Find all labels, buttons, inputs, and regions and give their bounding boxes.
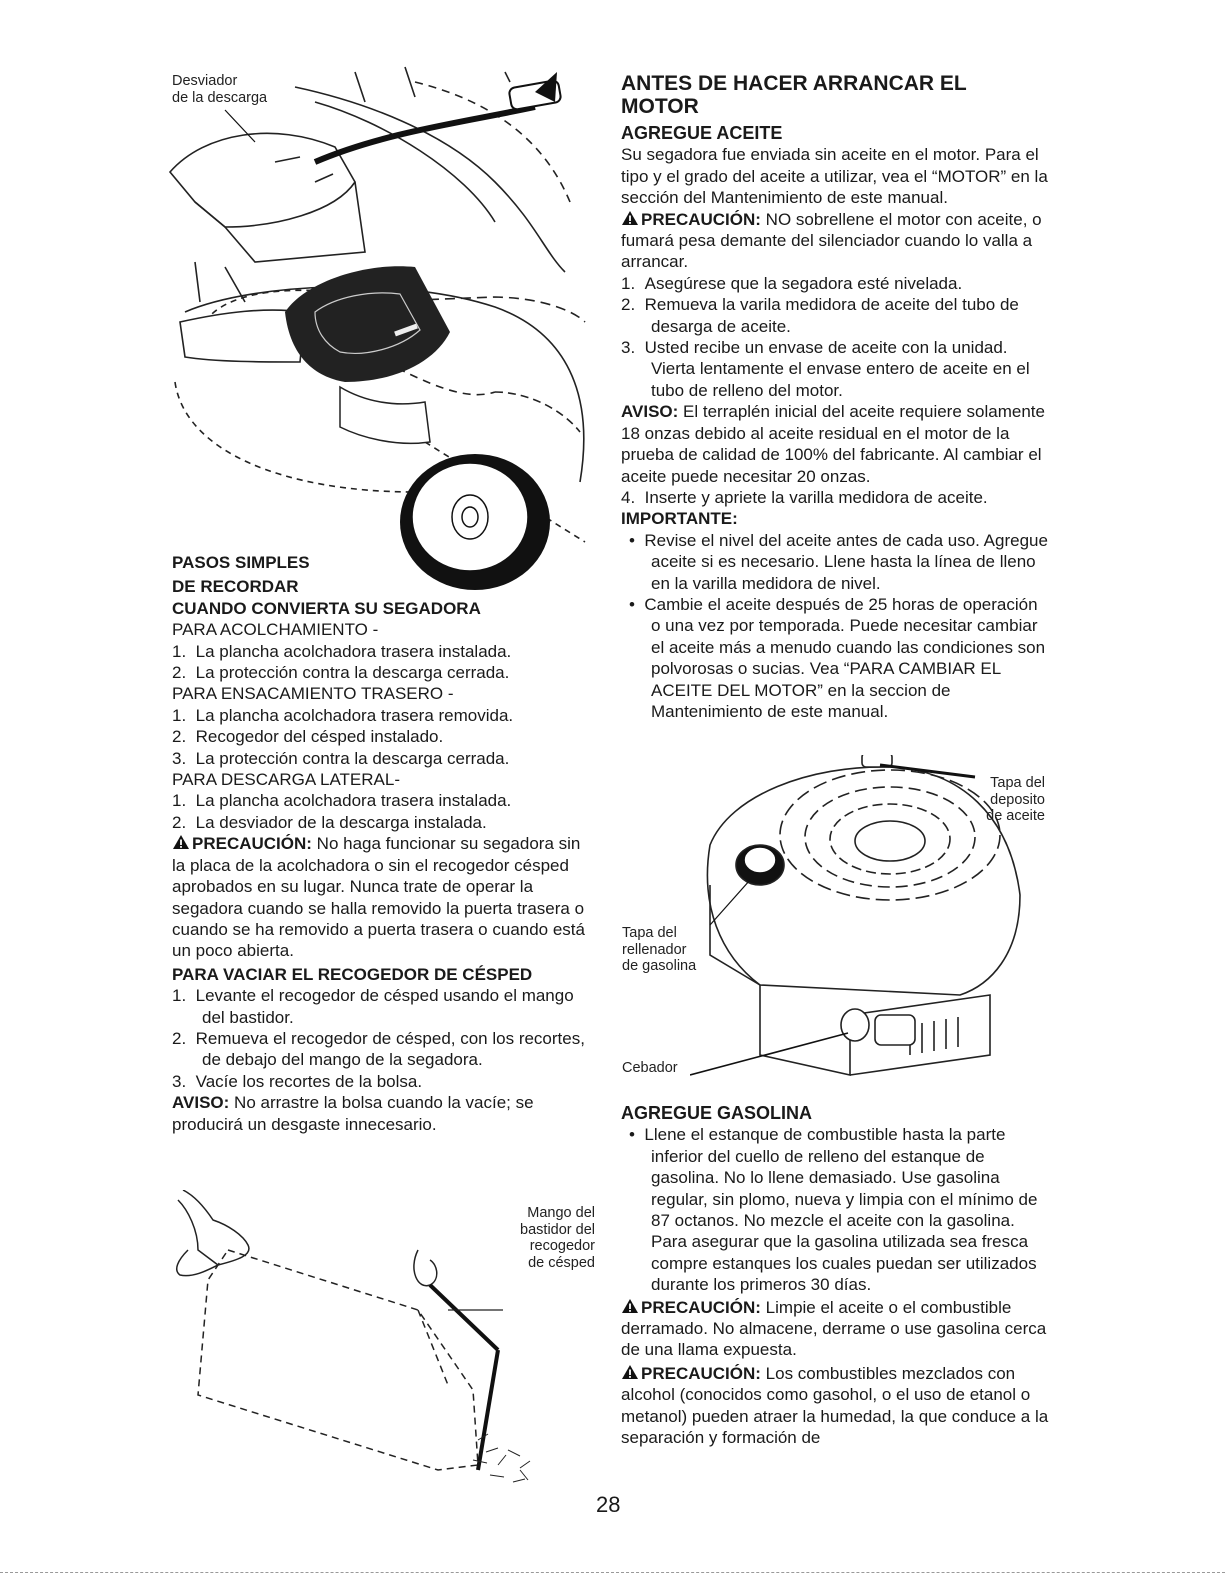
warning-icon: [172, 834, 190, 850]
list-item: 1. La plancha acolchadora trasera instalada.: [172, 791, 512, 811]
list-item: 3. Usted recibe un envase de aceite con la unidad. Vierta lentamente el envase entero de aceite en el tubo de relleno del motor.: [621, 338, 1030, 400]
oil-caution: [621, 209, 1049, 273]
heading-simple-steps: PASOS SIMPLES: [172, 553, 310, 572]
right-column-upper: [621, 72, 1049, 722]
list-item: 2. Remueva la varila medidora de aceite del tubo de desarga de aceite.: [621, 295, 1019, 336]
side-discharge-title: PARA DESCARGA LATERAL-: [172, 770, 400, 790]
list-item: 3. La protección contra la descarga cerrada.: [172, 748, 510, 768]
notice-paragraph: [172, 1092, 597, 1135]
oil-intro: Su segadora fue enviada sin aceite en el motor. Para el tipo y el grado del aceite a utilizar, vea el “MOTOR” en la sección del Mantenimiento de este manual.: [621, 145, 1048, 208]
right-column-lower: [621, 1103, 1049, 1449]
list-item: 1. La plancha acolchadora trasera instalada.: [172, 641, 512, 661]
caution-paragraph: [172, 833, 597, 961]
list-item: 1. Levante el recogedor de césped usando el mango del bastidor.: [172, 986, 574, 1027]
heading-add-oil: AGREGUE ACEITE: [621, 123, 783, 143]
label-oil-cap: [970, 775, 1045, 825]
list-item: 2. La protección contra la descarga cerrada.: [172, 663, 510, 683]
list-item: 1. La plancha acolchadora trasera removida.: [172, 705, 514, 725]
label-line: Mango del: [527, 1205, 595, 1221]
rear-bag-title: PARA ENSACAMIENTO TRASERO -: [172, 684, 454, 704]
list-item: 2. La desviador de la descarga instalada.: [172, 812, 487, 832]
label-line: bastidor del: [520, 1221, 595, 1238]
list-item: 1. Asegúrese que la segadora esté nivelada.: [621, 273, 963, 293]
notice-label: AVISO:: [621, 402, 679, 422]
warning-icon: [621, 210, 639, 226]
bullet-item: • Revise el nivel del aceite antes de cada uso. Agregue aceite si es necesario. Llene hasta la línea de lleno en la varilla medidora de nivel.: [629, 530, 1048, 593]
mulch-title: PARA ACOLCHAMIENTO -: [172, 620, 379, 640]
gas-caution-2: [621, 1363, 1049, 1449]
gas-caution-1: [621, 1297, 1049, 1361]
label-line: Tapa del: [990, 775, 1045, 791]
label-primer: Cebador: [622, 1060, 678, 1076]
heading-convert: CUANDO CONVIERTA SU SEGADORA: [172, 598, 481, 618]
label-line: de aceite: [986, 808, 1045, 824]
bullet-item: • Cambie el aceite después de 25 horas de operación o una vez por temporada. Puede necesitar cambiar el aceite más a menudo cuando las condiciones son polvorosas o sucias. Vea “PARA CAMBIAR EL ACEITE DEL MOTOR” en la seccion de Mantenimiento de este manual.: [629, 594, 1046, 721]
page-number: 28: [596, 1492, 621, 1517]
label-fuel-cap: [622, 925, 696, 975]
notice-text: No arrastre la bolsa cuando la vacíe; se producirá un desgaste innecesario.: [172, 1093, 534, 1134]
label-line: Desviador: [172, 73, 238, 89]
label-line: de gasolina: [622, 958, 697, 974]
heading-add-gasoline: AGREGUE GASOLINA: [621, 1103, 813, 1123]
label-line: recogedor: [529, 1238, 595, 1254]
oil-notice: [621, 401, 1049, 487]
warning-icon: [621, 1298, 639, 1314]
caution-label: PRECAUCIÓN:: [641, 1297, 761, 1317]
page-bottom-rule: [0, 1572, 1225, 1573]
label-discharge-deflector: [172, 73, 267, 106]
list-item: 2. Recogedor del césped instalado.: [172, 727, 444, 747]
label-bag-handle: [485, 1205, 595, 1271]
important-label: IMPORTANTE:: [621, 509, 738, 529]
left-column: [172, 552, 597, 1135]
label-line: de césped: [528, 1254, 595, 1271]
heading-remember: DE RECORDAR: [172, 577, 299, 597]
list-item: 3. Vacíe los recortes de la bolsa.: [172, 1071, 423, 1091]
page-heading: ANTES DE HACER ARRANCAR EL MOTOR: [621, 72, 967, 118]
bullet-item: • Llene el estanque de combustible hasta la parte inferior del cuello de relleno del estanque de gasolina. No lo llene demasiado. Use gasolina regular, sin plomo, nueva y limpia con el mínimo de 87 octanos. No mezcle el aceite con la gasolina. Para asegurar que la gasolina utilizada sea fresca compre estanques los cuales puedan ser utilizados durante los primeros 30 días.: [629, 1125, 1038, 1295]
heading-empty-bag: PARA VACIAR EL RECOGEDOR DE CÉSPED: [172, 964, 533, 984]
label-line: de la descarga: [172, 89, 268, 106]
label-line: Tapa del: [622, 925, 677, 941]
list-item: 4. Inserte y apriete la varilla medidora de aceite.: [621, 487, 988, 507]
caution-label: PRECAUCIÓN:: [641, 209, 761, 229]
label-line: deposito: [990, 791, 1045, 808]
caution-text: Los combustibles mezclados con alcohol (conocidos como gasohol, o el uso de etanol o metanol) pueden atraer la humedad, la que conduce a la separación y formación de: [621, 1363, 1049, 1448]
label-line: rellenador: [622, 941, 687, 958]
caution-label: PRECAUCIÓN:: [641, 1363, 761, 1383]
notice-label: AVISO:: [172, 1093, 230, 1113]
mower-deck-illustration: [165, 62, 605, 592]
notice-text: El terraplén inicial del aceite requiere solamente 18 onzas debido al aceite residual en el motor de la prueba de calidad de 100% del fabricante. Al cambiar el aceite puede necesitar 20 onzas.: [621, 402, 1045, 486]
caution-text: NO sobrellene el motor con aceite, o fumará pesa demante del silenciador cuando lo valla a arrancar.: [621, 209, 1042, 272]
caution-text: No haga funcionar su segadora sin la placa de la acolchadora o sin el recogedor césped aprobados en su lugar. Nunca trate de operar la segadora cuando se halla removido la puerta trasera o cuando se ha removido a puerta trasera o cuando está un poco abierta.: [172, 834, 585, 961]
warning-icon: [621, 1364, 639, 1380]
caution-text: Limpie el aceite o el combustible derramado. No almacene, derrame o use gasolina cerca de una llama expuesta.: [621, 1297, 1047, 1360]
caution-label: PRECAUCIÓN:: [192, 834, 312, 854]
list-item: 2. Remueva el recogedor de césped, con los recortes, de debajo del mango de la segadora.: [172, 1028, 585, 1070]
